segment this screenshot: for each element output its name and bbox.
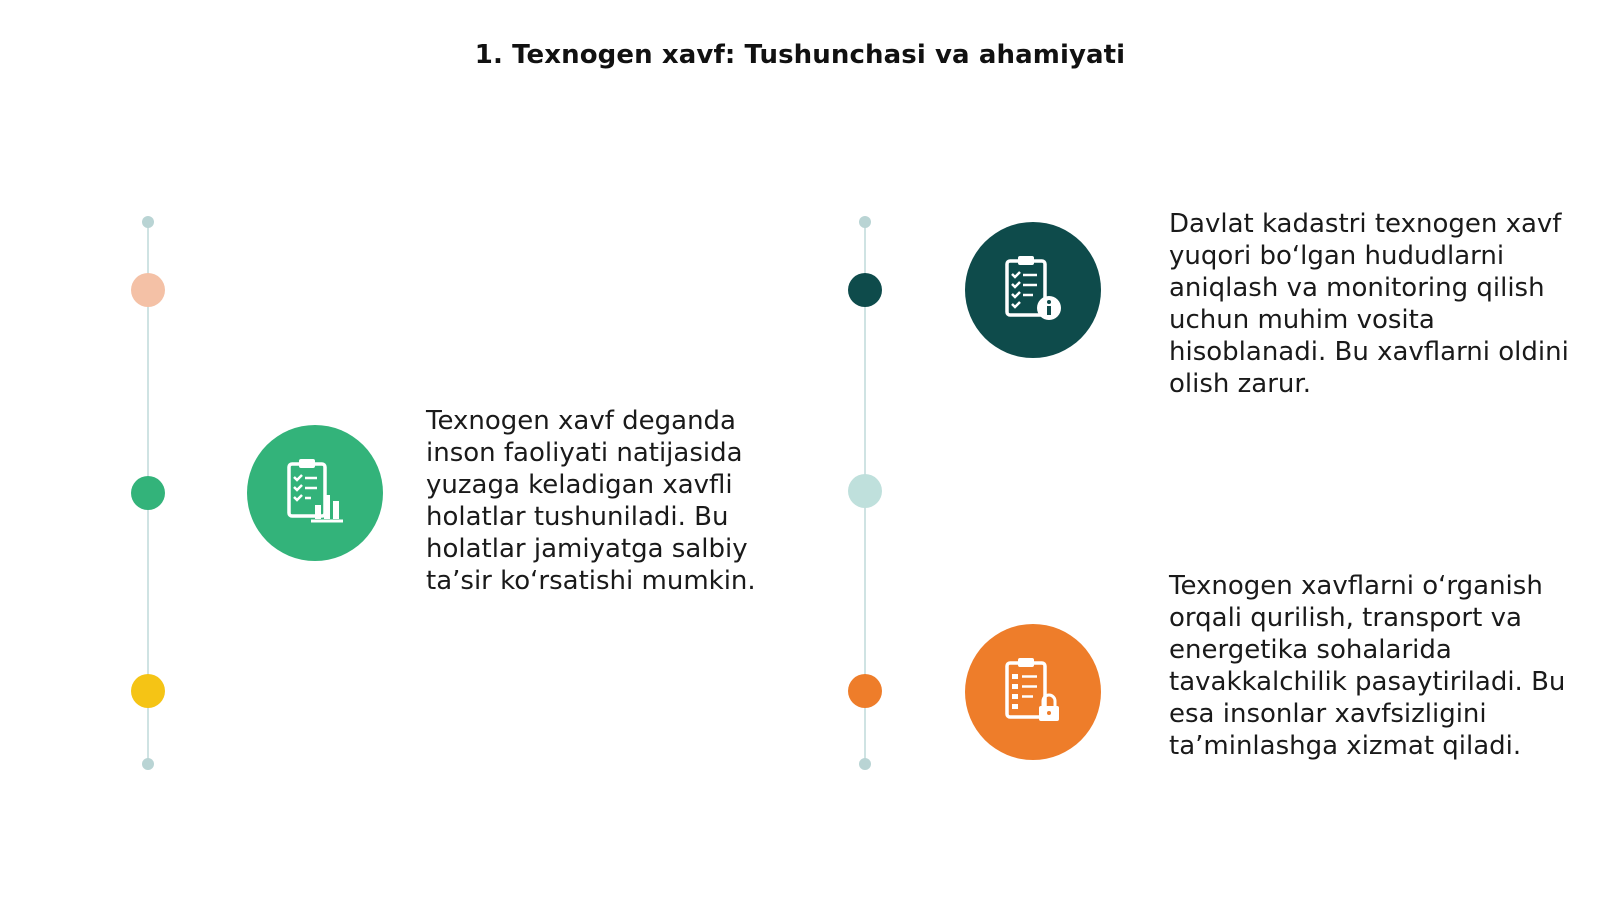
clipboard-chart-icon [277,455,353,531]
right-node-light-teal [848,474,882,508]
right-node-dark-teal [848,273,882,307]
right-track-end [859,758,871,770]
left-track-start [142,216,154,228]
item-2-text: Davlat kadastri texnogen xavf yuqori bo‘lgan hududlarni aniqlash va monitoring qilish uchun muhim vosita hisoblanadi. Bu xavflarni oldini olish zarur. [1169,209,1569,399]
left-node-yellow [131,674,165,708]
badge-clipboard-lock [965,624,1101,760]
left-node-peach [131,273,165,307]
badge-clipboard-info [965,222,1101,358]
clipboard-info-icon [995,252,1071,328]
left-node-green [131,476,165,510]
badge-clipboard-chart [247,425,383,561]
right-track-start [859,216,871,228]
right-node-orange [848,674,882,708]
item-3-text: Texnogen xavflarni o‘rganish orqali qurilish, transport va energetika sohalarida tavakkalchilik pasaytiriladi. Bu esa insonlar xavfsizligini ta’minlashga xizmat qiladi. [1169,571,1566,761]
clipboard-lock-icon [995,654,1071,730]
item-1-text: Texnogen xavf deganda inson faoliyati natijasida yuzaga keladigan xavfli holatlar tushuniladi. Bu holatlar jamiyatga salbiy ta’sir ko‘rsatishi mumkin. [426,406,756,596]
left-track-end [142,758,154,770]
slide-title: 1. Texnogen xavf: Tushunchasi va ahamiyati [474,40,1126,70]
